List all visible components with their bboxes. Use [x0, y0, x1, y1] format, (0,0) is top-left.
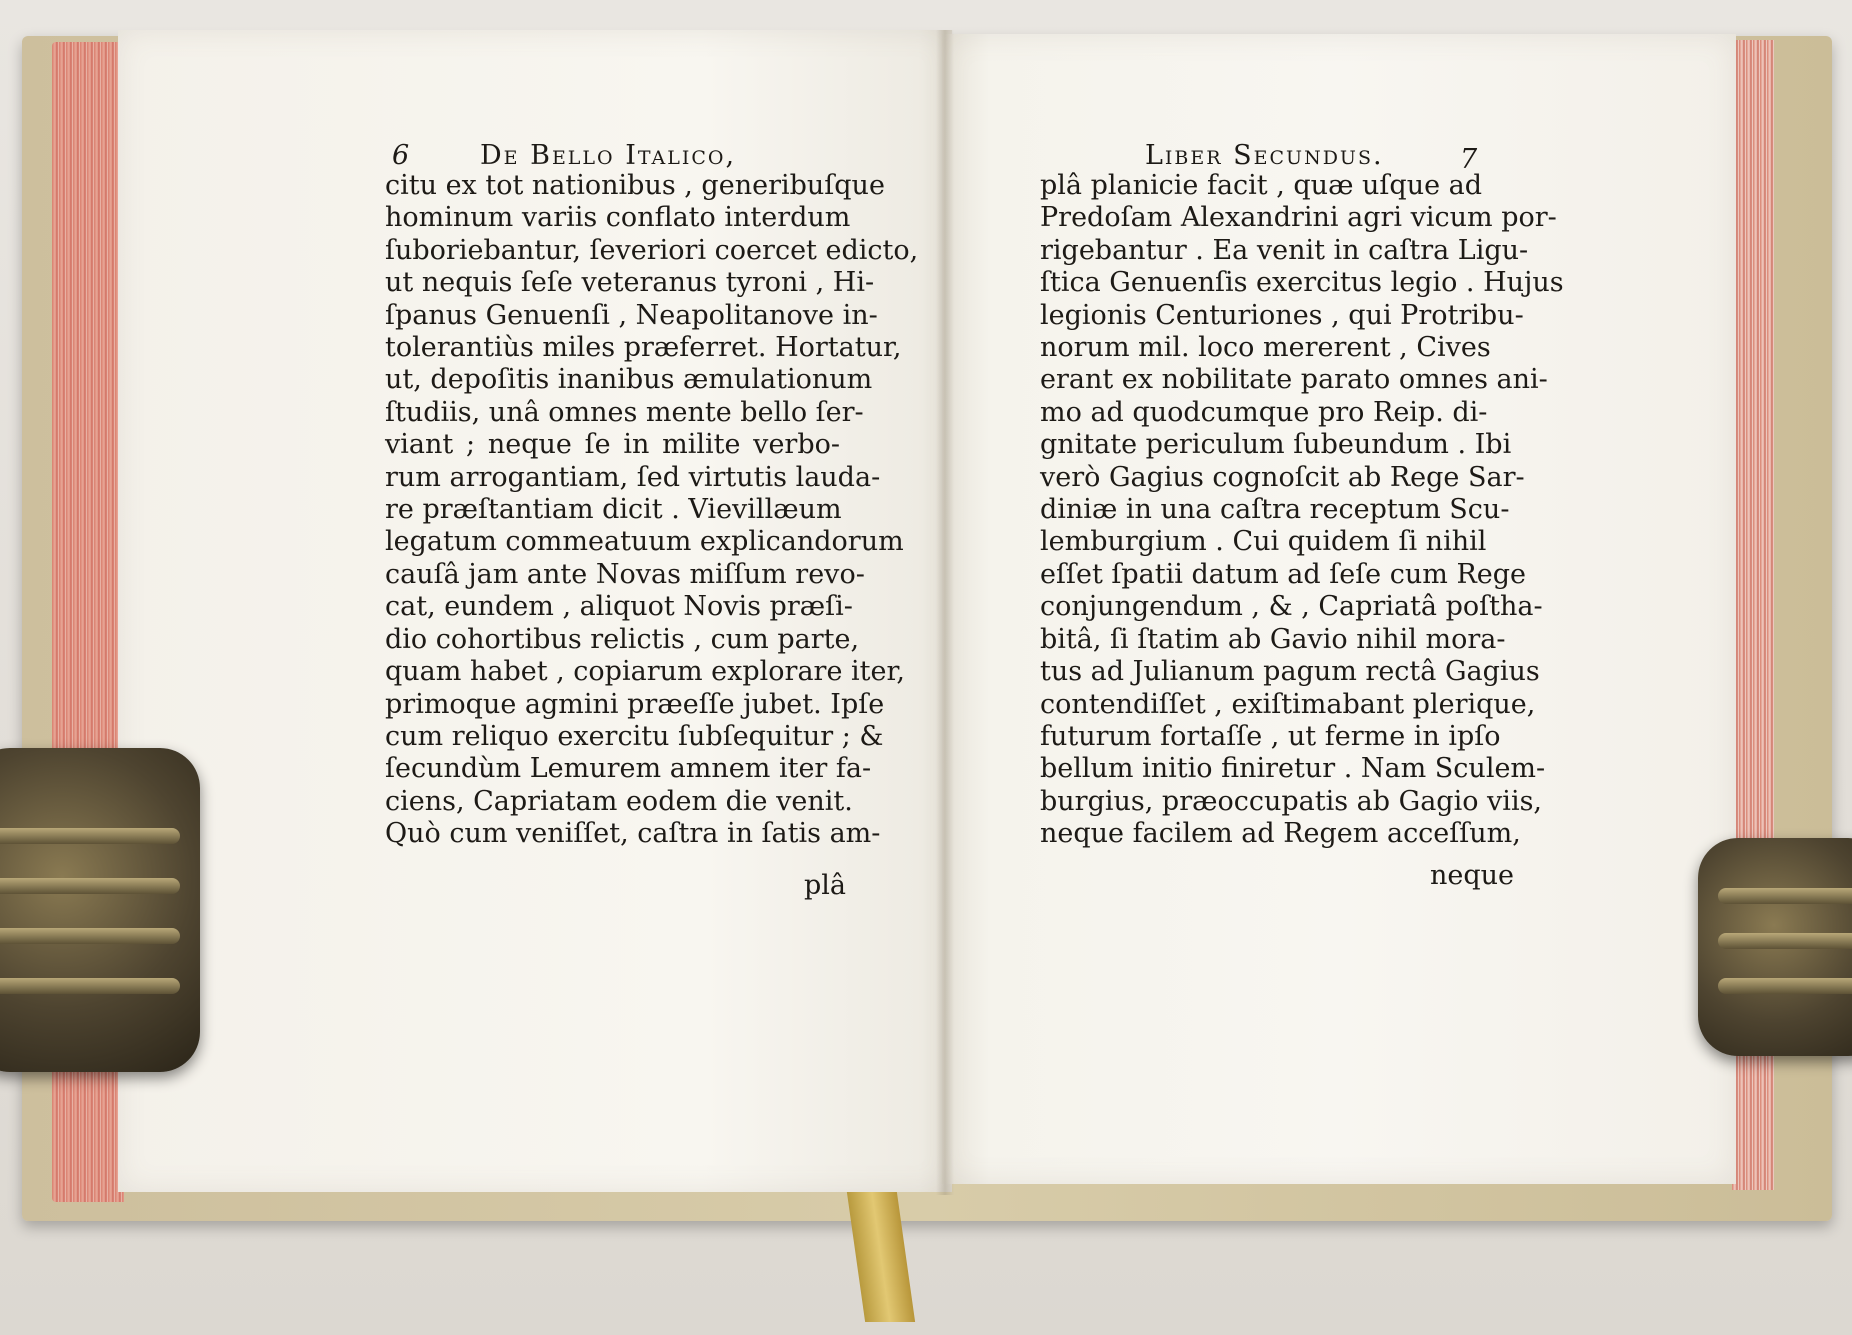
left-page-line: ut nequis ſeſe veteranus tyroni , Hi-	[385, 267, 875, 299]
left-page-line: ſtudiis, unâ omnes mente bello ſer-	[385, 396, 864, 428]
right-page-line: bitâ, ſi ſtatim ab Gavio nihil mora-	[1040, 623, 1506, 655]
right-book-weight	[1698, 838, 1852, 1056]
right-page-line: gnitate periculum ſubeundum . Ibi	[1040, 429, 1512, 461]
left-page-number: 6	[392, 140, 410, 171]
right-page-line: erant ex nobilitate parato omnes ani-	[1040, 364, 1548, 396]
book-weight-ridge	[0, 978, 180, 994]
left-page-line: ſuboriebantur, ſeveriori coercet edicto,	[385, 234, 919, 266]
left-book-weight	[0, 748, 200, 1072]
right-page-line: rigebantur . Ea venit in caſtra Ligu-	[1040, 234, 1529, 266]
left-page-line: quam habet , copiarum explorare iter,	[385, 656, 906, 688]
right-page-line: burgius, præoccupatis ab Gagio viis,	[1040, 785, 1543, 817]
left-page-line: ut, depoſitis inanibus æmulationum	[385, 364, 873, 396]
right-page-line: Predoſam Alexandrini agri vicum por-	[1040, 202, 1557, 234]
right-page-line: eſſet ſpatii datum ad ſeſe cum Rege	[1040, 558, 1527, 590]
right-page-line: plâ planicie facit , quæ uſque ad	[1040, 170, 1483, 201]
right-page-line: conjungendum , & , Capriatâ poſtha-	[1040, 591, 1543, 623]
left-page-line: rum arrogantiam, ſed virtutis lauda-	[385, 461, 881, 493]
left-page-line: ciens, Capriatam eodem die venit.	[385, 785, 853, 817]
right-page-line: ſtica Genuenſis exercitus legio . Hujus	[1040, 267, 1564, 299]
right-page-line: lemburgium . Cui quidem ſi nihil	[1040, 526, 1487, 558]
right-page-line: neque facilem ad Regem acceſſum,	[1040, 818, 1521, 850]
right-catchword: neque	[1430, 860, 1515, 891]
left-page-line: cauſâ jam ante Novas miſſum revo-	[385, 558, 865, 590]
right-page-text	[1040, 170, 1564, 851]
book-weight-ridge	[1718, 933, 1852, 949]
left-page-text	[385, 170, 919, 851]
book-weight-ridge	[1718, 888, 1852, 904]
left-page-line: cum reliquo exercitu ſubſequitur ; &	[385, 720, 884, 752]
right-running-head: Liber Secundus.	[1145, 140, 1384, 171]
right-page-number: 7	[1460, 144, 1478, 175]
left-page-line: ſecundùm Lemurem amnem iter fa-	[385, 753, 872, 785]
right-page-line: verò Gagius cognoſcit ab Rege Sar-	[1040, 461, 1525, 493]
book-weight-ridge	[0, 928, 180, 944]
right-page-line: contendiſſet , exiſtimabant plerique,	[1040, 688, 1536, 720]
right-page-line: diniæ in una caſtra receptum Scu-	[1040, 494, 1510, 526]
left-page-line: ſpanus Genuenſi , Neapolitanove in-	[385, 299, 878, 331]
right-page-line: mo ad quodcumque pro Reip. di-	[1040, 396, 1488, 428]
right-page-line: legionis Centuriones , qui Protribu-	[1040, 299, 1524, 331]
left-page-line: re præſtantiam dicit . Vievillæum	[385, 494, 842, 526]
left-page-line: viant ; neque ſe in milite verbo-	[385, 429, 840, 461]
left-catchword: plâ	[804, 870, 847, 901]
left-running-head: De Bello Italico,	[480, 140, 737, 171]
book-weight-ridge	[0, 878, 180, 894]
left-page-line: primoque agmini præeſſe jubet. Ipſe	[385, 688, 885, 720]
book-weight-ridge	[0, 828, 180, 844]
right-page-line: futurum fortaſſe , ut ferme in ipſo	[1040, 720, 1501, 752]
left-page-line: dio cohortibus relictis , cum parte,	[385, 623, 860, 655]
left-page-line: cat, eundem , aliquot Novis præſi-	[385, 591, 853, 623]
left-page-line: hominum variis conflato interdum	[385, 202, 851, 234]
right-page-line: bellum initio finiretur . Nam Sculem-	[1040, 753, 1546, 785]
book-gutter	[936, 30, 954, 1195]
book-weight-ridge	[1718, 978, 1852, 994]
left-page-line: tolerantiùs miles præferret. Hortatur,	[385, 332, 902, 364]
left-page-line: citu ex tot nationibus , generibuſque	[385, 170, 885, 201]
right-page-line: tus ad Julianum pagum rectâ Gagius	[1040, 656, 1540, 688]
right-page-line: norum mil. loco mererent , Cives	[1040, 332, 1491, 364]
left-page-line: Quò cum veniſſet, caſtra in ſatis am-	[385, 818, 881, 850]
left-page-line: legatum commeatuum explicandorum	[385, 526, 904, 558]
